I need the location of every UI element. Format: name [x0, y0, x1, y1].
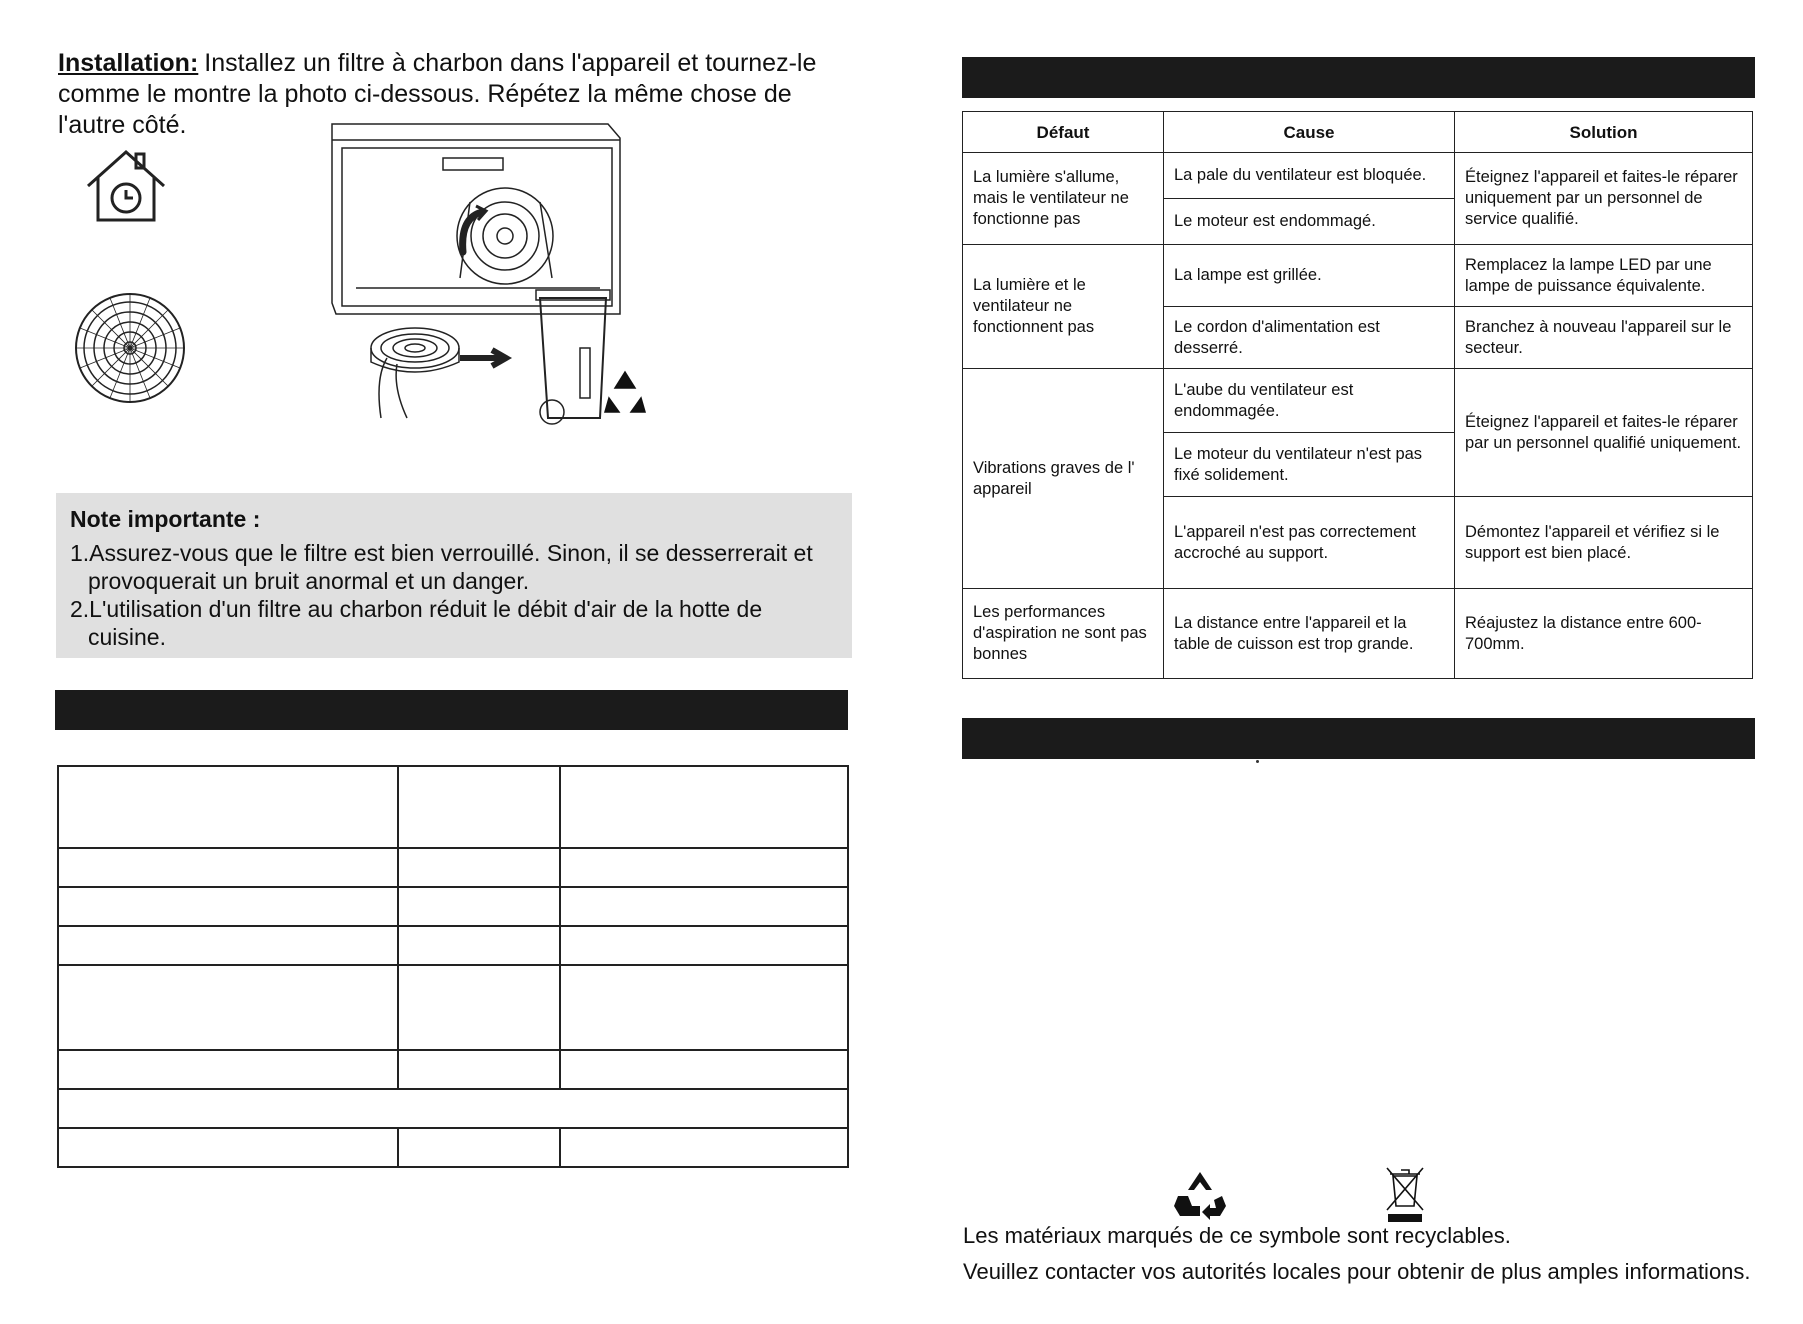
table-cell	[58, 1089, 848, 1128]
solution-cell: Branchez à nouveau l'appareil sur le secteur.	[1455, 307, 1753, 369]
defaut-cell: La lumière s'allume, mais le ventilateur ne fonctionne pas	[963, 153, 1164, 245]
cause-cell: L'appareil n'est pas correctement accroché au support.	[1164, 497, 1455, 589]
cause-cell: L'aube du ventilateur est endommagée.	[1164, 369, 1455, 433]
solution-cell: Éteignez l'appareil et faites-le réparer uniquement par un personnel de service qualifié.	[1455, 153, 1753, 245]
table-cell	[398, 848, 560, 887]
defaut-cell: Vibrations graves de l' appareil	[963, 369, 1164, 589]
recycle-icon	[605, 372, 645, 412]
table-cell	[58, 766, 398, 848]
crossed-bin-icon	[1385, 1166, 1425, 1224]
defaut-cell: Les performances d'aspiration ne sont pas bonnes	[963, 589, 1164, 679]
table-row	[963, 369, 1753, 433]
table-row	[58, 926, 848, 965]
table-cell	[560, 887, 848, 926]
solution-cell: Réajustez la distance entre 600-700mm.	[1455, 589, 1753, 679]
table-row	[963, 245, 1753, 307]
table-row	[963, 153, 1753, 199]
solution-cell: Démontez l'appareil et vérifiez si le support est bien placé.	[1455, 497, 1753, 589]
table-cell	[560, 965, 848, 1050]
table-header-row	[963, 112, 1753, 153]
section-header-bar-specs	[55, 690, 848, 730]
cause-cell: La distance entre l'appareil et la table de cuisson est trop grande.	[1164, 589, 1455, 679]
table-cell	[398, 766, 560, 848]
installation-text: Installez un filtre à charbon dans l'appareil et tournez-le comme le montre la photo ci-dessous. Répétez la même chose de l'autre côté.	[58, 49, 817, 139]
table-cell	[398, 1050, 560, 1089]
table-cell	[560, 848, 848, 887]
table-cell	[58, 1128, 398, 1167]
stray-dot	[1256, 760, 1259, 763]
cause-cell: Le moteur est endommagé.	[1164, 199, 1455, 245]
section-header-bar-troubleshooting	[962, 57, 1755, 98]
trash-bin-icon	[536, 290, 610, 424]
solution-cell: Éteignez l'appareil et faites-le réparer par un personnel qualifié uniquement.	[1455, 369, 1753, 497]
range-hood-illustration	[332, 124, 620, 314]
charcoal-filter-icon	[371, 328, 459, 418]
header-defaut: Défaut	[963, 112, 1164, 153]
table-cell	[58, 887, 398, 926]
fan-grille-icon	[76, 294, 184, 402]
note-item-1: 1.Assurez-vous que le filtre est bien verrouillé. Sinon, il se desserrerait et provoquerait un bruit anormal et un danger.	[70, 540, 813, 594]
table-cell	[58, 848, 398, 887]
section-header-bar-environment	[962, 718, 1755, 759]
table-cell	[398, 887, 560, 926]
table-row	[58, 1128, 848, 1167]
table-row	[58, 887, 848, 926]
arrow-right-icon	[460, 350, 506, 366]
house-clock-icon	[88, 152, 164, 220]
table-row	[58, 1089, 848, 1128]
header-cause: Cause	[1164, 112, 1455, 153]
recycling-line-1: Les matériaux marqués de ce symbole sont recyclables.	[963, 1223, 1511, 1248]
table-row	[58, 848, 848, 887]
table-cell	[398, 965, 560, 1050]
installation-illustration	[60, 118, 850, 488]
table-row	[58, 1050, 848, 1089]
table-cell	[398, 1128, 560, 1167]
cause-cell: Le cordon d'alimentation est desserré.	[1164, 307, 1455, 369]
table-cell	[58, 926, 398, 965]
installation-label: Installation:	[58, 49, 199, 77]
table-row	[963, 589, 1753, 679]
specifications-table	[57, 765, 849, 1168]
important-note	[56, 493, 852, 658]
note-title: Note importante :	[70, 506, 261, 532]
recycle-icon	[1170, 1170, 1230, 1222]
note-item-2: 2.L'utilisation d'un filtre au charbon réduit le débit d'air de la hotte de cuisine.	[70, 596, 763, 650]
troubleshooting-table	[962, 111, 1753, 679]
recycling-text	[963, 1218, 1751, 1290]
recycling-line-2: Veuillez contacter vos autorités locales pour obtenir de plus amples informations.	[963, 1259, 1751, 1284]
defaut-cell: La lumière et le ventilateur ne fonctionnent pas	[963, 245, 1164, 369]
header-solution: Solution	[1455, 112, 1753, 153]
cause-cell: Le moteur du ventilateur n'est pas fixé solidement.	[1164, 433, 1455, 497]
table-cell	[560, 766, 848, 848]
table-cell	[398, 926, 560, 965]
table-cell	[560, 1128, 848, 1167]
table-cell	[560, 1050, 848, 1089]
table-cell	[58, 1050, 398, 1089]
cause-cell: La pale du ventilateur est bloquée.	[1164, 153, 1455, 199]
table-row	[58, 965, 848, 1050]
table-row	[58, 766, 848, 848]
table-cell	[560, 926, 848, 965]
solution-cell: Remplacez la lampe LED par une lampe de puissance équivalente.	[1455, 245, 1753, 307]
table-cell	[58, 965, 398, 1050]
cause-cell: La lampe est grillée.	[1164, 245, 1455, 307]
